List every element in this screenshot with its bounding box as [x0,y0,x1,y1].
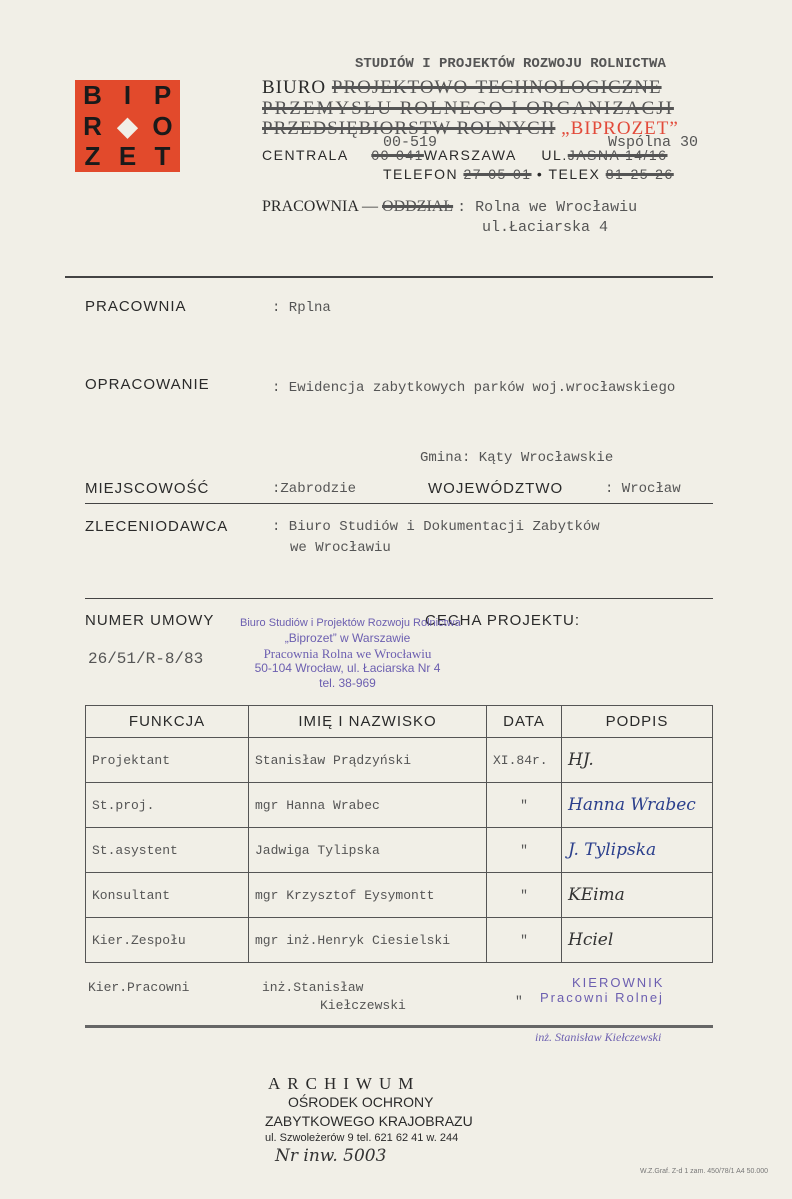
divider [85,503,713,504]
typed-street: Wspólna 30 [608,134,699,151]
divider [85,1025,713,1028]
zleceniodawca-value-1: : Biuro Studiów i Dokumentacji Zabytków [272,519,600,535]
cell-imie: mgr Hanna Wrabec [249,783,487,828]
pracownia-value: : Rplna [272,300,331,316]
archive-line-1: OŚRODEK OCHRONY [288,1094,434,1110]
struck-line-2: PRZEMYSŁU ROLNEGO I ORGANIZACJI [262,98,674,119]
cell-funkcja: St.proj. [86,783,249,828]
biprozet-logo [75,80,180,172]
signature: KEima [562,873,713,918]
stamp-line: Biuro Studiów i Projektów Rozwoju Rolnictwa [240,617,461,629]
cecha-projektu-label: CECHA PROJEKTU: [425,612,581,629]
inventory-number-handwritten: Nr inw. 5003 [275,1146,387,1166]
pracownia-header-value: : Rolna we Wrocławiu [457,199,638,216]
divider [65,276,713,278]
kierownik-stamp [540,975,664,1005]
telex: 81-25-26 [605,166,674,182]
table-header [86,706,713,738]
cell-data: " [487,873,562,918]
archive-line-3: ul. Szwoleżerów 9 tel. 621 62 41 w. 244 [265,1132,459,1144]
pracownia-label: PRACOWNIA [85,298,187,315]
kier-pracowni-imie-1: inż.Stanisław [262,980,364,995]
cell-funkcja: Konsultant [86,873,249,918]
telex-label: TELEX [548,166,601,182]
pracownia-address: ul.Łaciarska 4 [482,219,609,236]
table-row [86,828,713,873]
signature: J. Tylipska [562,828,713,873]
miejscowosc-label: MIEJSCOWOŚĆ [85,480,210,497]
signatures-table [85,705,713,963]
logo-letter: R [83,110,102,141]
header-data: DATA [487,706,562,738]
miejscowosc-value: :Zabrodzie [272,481,357,497]
typed-institute-line: STUDIÓW I PROJEKTÓW ROZWOJU ROLNICTWA [355,56,666,72]
signature: Hciel [562,918,713,963]
numer-umowy-label: NUMER UMOWY [85,612,215,629]
wojewodztwo-value: : Wrocław [605,481,681,497]
zleceniodawca-value-2: we Wrocławiu [290,540,391,556]
logo-letter: B [83,80,102,110]
oddzial-struck: ODDZIAŁ [382,198,454,215]
gmina-value: Gmina: Kąty Wrocławskie [420,450,614,466]
stamp-line: tel. 38-969 [319,676,376,690]
zleceniodawca-label: ZLECENIODAWCA [85,518,229,535]
cell-data: XI.84r. [487,738,562,783]
cell-funkcja: Kier.Zespołu [86,918,249,963]
header-imie-nazwisko: IMIĘ I NAZWISKO [249,706,487,738]
cell-data: " [487,783,562,828]
stamp-line: Pracowni Rolnej [540,990,664,1005]
divider [85,598,713,599]
document-page: B I P R ◆ O Z E T STUDIÓW I PROJEKTÓW ROZWOJU ROLNICTWA BIURO PROJEKTOWO-TECHNOLOGICZNE PRZEMYSŁU ROLNEGO I ORGANIZACJI PRZEDSIĘBIORSTW ROLNYCH „BIPROZET” 00-519 Wspólna 30 CENTRALA 00-041WARSZAWA UL.JASNA 14/16 TELEFON 27-05-01 • TELEX 81-25-26 PRACOWNIA — ODDZIAŁ : Rolna we Wrocławiu ul.Łaciarska 4 PRACOWNIA : Rplna OPRACOWANIE : Ewidencja zabytkowych parków woj.wrocławskiego Gmina: Kąty Wrocławskie MIEJSCOWOŚĆ :Zabrodzie WOJEWÓDZTWO : Wrocław ZLECENIODAWCA : Biuro Studiów i Dokumentacji Zabytków we Wrocławiu NUMER UMOWY CECHA PROJEKTU: 26/51/R-8/83 Biuro Studiów i Projektów Rozwoju Rolnictwa „Biprozet” w Warszawie Pracownia Rolna we Wrocławiu 50-104 Wrocław, ul. Łaciarska Nr 4 tel. 38-969 FUNKCJA IMIĘ I NAZWISKO DATA PODPIS Projektant Stanisław Prądzyński XI.84r. HJ. St.proj. mgr Hanna Wrabec " Hanna Wrabec St.asystent Jadwiga Tylipska " J. Tylipska Konsultant mgr Krzysztof Eysymontt " KEima Kier.Zespołu mgr inż.Henryk Ciesielski " Hciel Kier.Pracowni inż.Stanisław Kiełczewski " KIEROWNIK Pracowni Rolnej inż. Stanisław Kiełczewski ARCHIWUM OŚRODEK OCHRONY ZABYTKOWEGO KRAJOBRAZU ul. Szwoleżerów 9 tel. 621 62 41 w. 244 Nr inw. 5003 W.Z.Graf. Z-d 1 zam. 450/78/1 A4 50.000 [0,0,792,1199]
city: WARSZAWA [423,147,517,163]
stamp-line: 50-104 Wrocław, ul. Łaciarska Nr 4 [254,661,441,675]
logo-letter: Z [84,141,101,172]
stamp-line: KIEROWNIK [572,975,665,990]
cell-data: " [487,918,562,963]
opracowanie-value: : Ewidencja zabytkowych parków woj.wrocławskiego [272,380,676,396]
cell-imie: mgr Krzysztof Eysymontt [249,873,487,918]
print-footer: W.Z.Graf. Z-d 1 zam. 450/78/1 A4 50.000 [640,1168,769,1175]
numer-umowy-value: 26/51/R-8/83 [88,650,204,668]
signature: Hanna Wrabec [562,783,713,828]
ul-label: UL. [541,147,568,163]
logo-letter: ◆ [117,110,138,141]
header-funkcja: FUNKCJA [86,706,249,738]
table-row [86,738,713,783]
pracownia-header-label: PRACOWNIA — [262,198,379,215]
opracowanie-label: OPRACOWANIE [85,376,210,393]
centrala-label: CENTRALA [262,147,348,163]
cell-imie: mgr inż.Henryk Ciesielski [249,918,487,963]
struck-line-3: PRZEDSIĘBIORSTW ROLNYCH [262,118,556,139]
institution-stamp [240,616,461,691]
cell-imie: Stanisław Prądzyński [249,738,487,783]
logo-letter: E [118,141,137,172]
stamp-line: „Biprozet” w Warszawie [284,631,411,645]
kier-pracowni-imie-2: Kiełczewski [320,998,406,1013]
stamp-line: Pracownia Rolna we Wrocławiu [263,646,432,661]
cell-data: " [487,828,562,873]
kier-pracowni-funkcja: Kier.Pracowni [88,980,190,995]
biuro-text: BIURO [262,77,327,98]
telefon: 27-05-01 [463,166,532,182]
kier-pracowni-data: " [515,994,523,1009]
cell-funkcja: Projektant [86,738,249,783]
telefon-label: TELEFON [383,166,459,182]
old-street: JASNA 14/16 [567,147,668,163]
table-row [86,873,713,918]
struck-line-1: PROJEKTOWO-TECHNOLOGICZNE [331,77,662,98]
signature: HJ. [562,738,713,783]
wojewodztwo-label: WOJEWÓDZTWO [428,480,564,497]
table-row [86,918,713,963]
logo-letter: O [152,110,173,141]
table-row [86,783,713,828]
archive-line-2: ZABYTKOWEGO KRAJOBRAZU [265,1113,473,1129]
header-podpis: PODPIS [562,706,713,738]
cell-imie: Jadwiga Tylipska [249,828,487,873]
cell-funkcja: St.asystent [86,828,249,873]
kierownik-name-stamp: inż. Stanisław Kiełczewski [535,1030,662,1044]
typed-postcode: 00-519 [383,134,438,151]
archive-title: ARCHIWUM [268,1074,421,1093]
logo-letter: I [123,80,132,110]
old-postcode: 00-041 [371,147,424,163]
logo-letter: P [153,80,172,110]
brand-name: „BIPROZET” [561,118,679,139]
logo-letter: T [154,141,171,172]
